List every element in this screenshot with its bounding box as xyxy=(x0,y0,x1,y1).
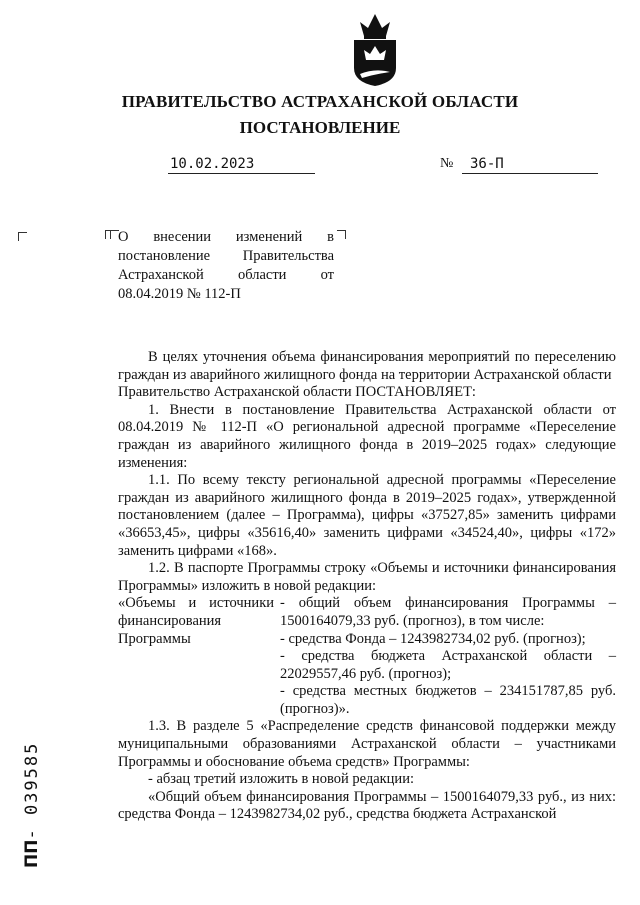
funding-fund: - средства Фонда – 1243982734,02 руб. (прогноз); xyxy=(280,630,586,647)
serial-prefix: ПП xyxy=(22,839,42,868)
clause-1-3: 1.3. В разделе 5 «Распределение средств финансовой поддержки между муниципальными образованиями Астраханской области – участниками Программы и обоснование объема средств» Программы: xyxy=(118,718,616,770)
form-serial-number xyxy=(22,742,42,868)
resolution-statement: Правительство Астраханской области ПОСТАНОВЛЯЕТ: xyxy=(118,384,476,401)
passport-row-label: «Объемы и источники финансирования Программы xyxy=(118,595,274,647)
document-number: 36-П xyxy=(462,155,598,174)
funding-region: - средства бюджета Астраханской области – 22029557,46 руб. (прогноз); xyxy=(280,648,616,682)
subject-corner-right xyxy=(337,230,346,239)
organization-title: ПРАВИТЕЛЬСТВО АСТРАХАНСКОЙ ОБЛАСТИ xyxy=(121,92,519,111)
passport-row xyxy=(118,595,616,718)
clause-1-2: 1.2. В паспорте Программы строку «Объемы и источники финансирования Программы» изложить в новой редакции: xyxy=(118,560,616,594)
passport-row-values xyxy=(280,595,616,718)
preamble: В целях уточнения объема финансирования мероприятий по переселению граждан из аварийного жилищного фонда на территории Астраханской области xyxy=(118,349,616,383)
margin-corner-mark xyxy=(18,232,27,241)
document-date: 10.02.2023 xyxy=(168,155,315,174)
clause-1-3-quote: «Общий объем финансирования Программы – 1500164079,33 руб., из них: средства Фонда – 1243982734,02 руб., средства бюджета Астраханской xyxy=(118,788,616,823)
number-sign: № xyxy=(440,156,454,171)
document-subject: О внесении изменений в постановление Правительства Астраханской области от 08.04.2019 № 112-П xyxy=(118,229,334,302)
funding-local: - средства местных бюджетов – 234151787,85 руб. (прогноз)». xyxy=(280,683,616,717)
document-body xyxy=(118,349,616,824)
clause-1-1: 1.1. По всему тексту региональной адресной программы «Переселение граждан из аварийного жилищного фонда в 2019–2025 годах», утвержденной постановлением (далее – Программа), цифры «37527,85» заменить цифрами «36653,45», цифры «35616,40» заменить цифрами «34524,40», цифры «172» заменить цифрами «168». xyxy=(118,472,616,559)
document-type: ПОСТАНОВЛЕНИЕ xyxy=(239,118,401,137)
funding-total: - общий объем финансирования Программы – 1500164079,33 руб. (прогноз), в том числе: xyxy=(280,595,616,629)
serial-number: - 039585 xyxy=(22,741,42,840)
clause-1-3-a: - абзац третий изложить в новой редакции: xyxy=(148,771,414,788)
coat-of-arms-icon xyxy=(346,8,404,88)
clause-1: 1. Внести в постановление Правительства Астраханской области от 08.04.2019 № 112-П «О региональной адресной программе «Переселение граждан из аварийного жилищного фонда в 2019–2025 годах» следующие изменения: xyxy=(118,401,616,471)
